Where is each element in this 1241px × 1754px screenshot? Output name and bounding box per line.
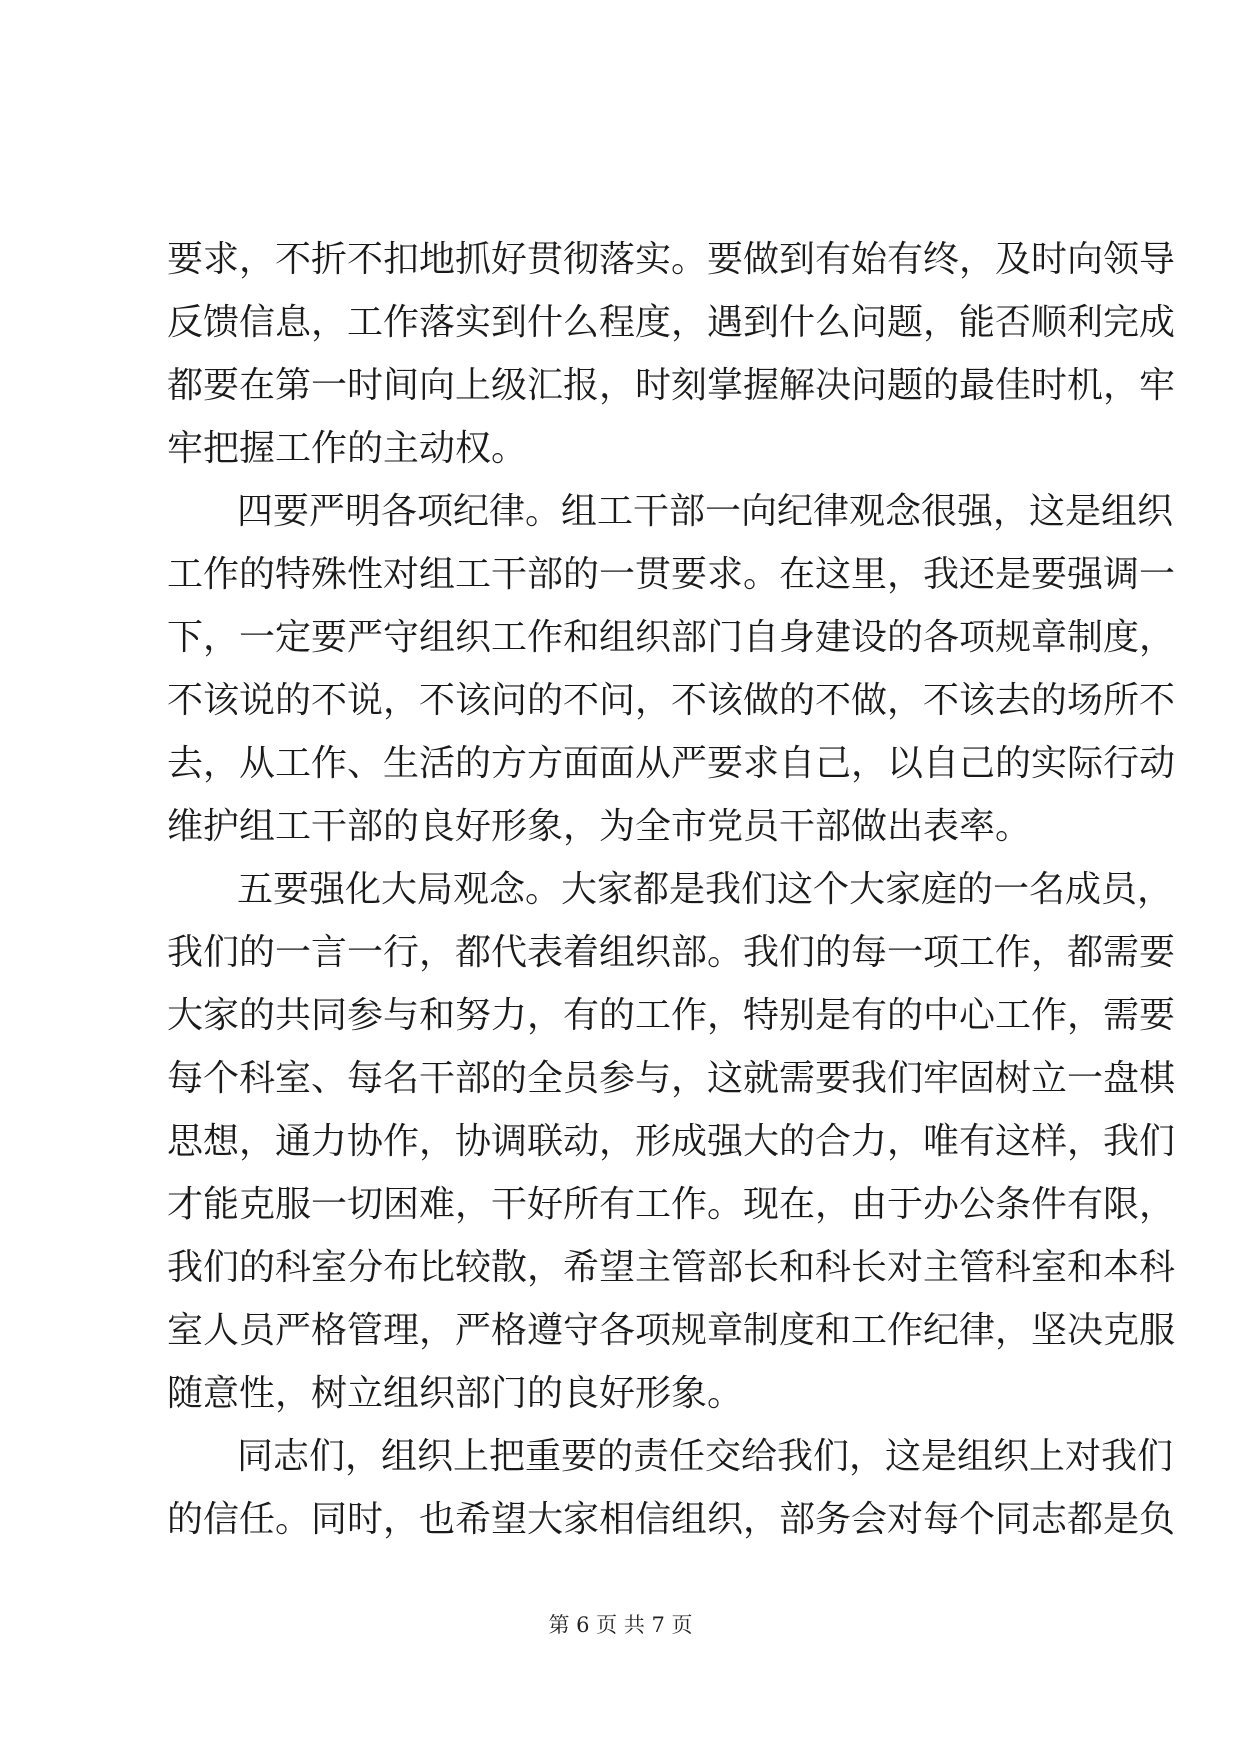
text-line: 思想，通力协作，协调联动，形成强大的合力，唯有这样，我们	[167, 1121, 1176, 1162]
text-line: 我们的科室分布比较散，希望主管部长和科长对主管科室和本科	[167, 1247, 1176, 1288]
text-line: 牢把握工作的主动权。	[167, 428, 528, 469]
paragraph	[167, 228, 1176, 480]
text-line: 都要在第一时间向上级汇报，时刻掌握解决问题的最佳时机，牢	[167, 365, 1176, 406]
text-line: 工作的特殊性对组工干部的一贯要求。在这里，我还是要强调一	[167, 554, 1176, 595]
text-line: 的信任。同时，也希望大家相信组织，部务会对每个同志都是负	[167, 1499, 1176, 1540]
text-line: 每个科室、每名干部的全员参与，这就需要我们牢固树立一盘棋	[167, 1058, 1176, 1099]
text-line: 维护组工干部的良好形象，为全市党员干部做出表率。	[167, 806, 1032, 847]
page-footer: 第 6 页 共 7 页	[548, 1613, 693, 1637]
text-line: 不该说的不说，不该问的不问，不该做的不做，不该去的场所不	[167, 680, 1176, 721]
text-line: 反馈信息，工作落实到什么程度，遇到什么问题，能否顺利完成	[167, 302, 1176, 343]
text-line: 大家的共同参与和努力，有的工作，特别是有的中心工作，需要	[167, 995, 1176, 1036]
text-line: 同志们，组织上把重要的责任交给我们，这是组织上对我们	[237, 1436, 1174, 1477]
text-line: 去，从工作、生活的方方面面从严要求自己，以自己的实际行动	[167, 743, 1176, 784]
text-line: 室人员严格管理，严格遵守各项规章制度和工作纪律，坚决克服	[167, 1310, 1176, 1351]
text-line: 随意性，树立组织部门的良好形象。	[167, 1373, 744, 1414]
text-line: 要求，不折不扣地抓好贯彻落实。要做到有始有终，及时向领导	[167, 239, 1176, 280]
text-line: 我们的一言一行，都代表着组织部。我们的每一项工作，都需要	[167, 932, 1176, 973]
document-body	[167, 228, 1176, 1551]
paragraph	[167, 1425, 1176, 1551]
text-line: 四要严明各项纪律。组工干部一向纪律观念很强，这是组织	[237, 491, 1174, 532]
text-line: 五要强化大局观念。大家都是我们这个大家庭的一名成员，	[237, 869, 1174, 910]
paragraph	[167, 858, 1176, 1425]
text-line: 下，一定要严守组织工作和组织部门自身建设的各项规章制度，	[167, 617, 1176, 658]
paragraph	[167, 480, 1176, 858]
text-line: 才能克服一切困难，干好所有工作。现在，由于办公条件有限，	[167, 1184, 1176, 1225]
